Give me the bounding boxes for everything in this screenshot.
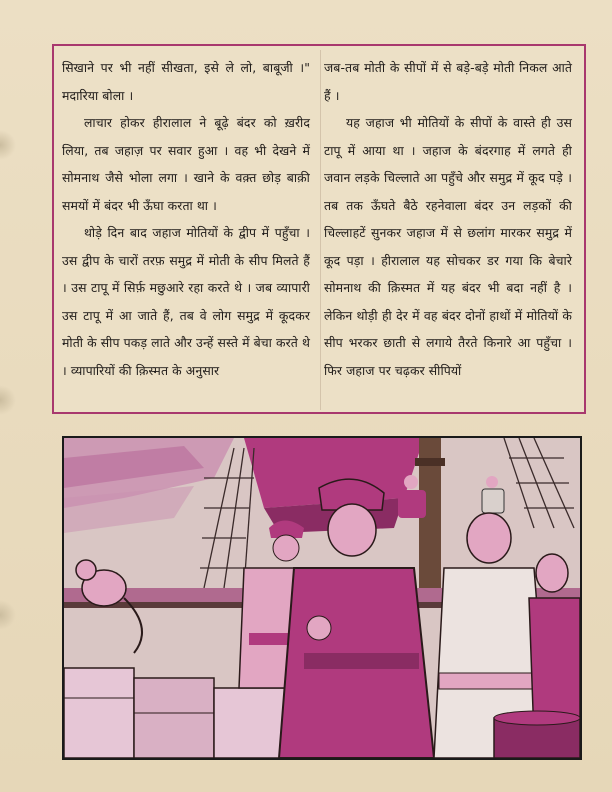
binding-hole-mark — [0, 600, 16, 630]
story-illustration — [62, 436, 582, 760]
paragraph: लाचार होकर हीरालाल ने बूढ़े बंदर को ख़रीद लिया, तब जहाज़ पर सवार हुआ । वह भी देखने में सोमनाथ जैसे भोला लगा । खाने के वक़्त छोड़ बाक़ी समयों में बंदर भी ऊँघा करता था । — [62, 115, 310, 213]
ship-deck-scene — [64, 438, 580, 758]
paragraph: सिखाने पर भी नहीं सीखता, इसे ले लो, बाबूजी ।" मदारिया बोला । — [62, 60, 310, 103]
binding-hole-mark — [0, 385, 16, 415]
right-text-column — [324, 54, 572, 384]
barrel — [494, 711, 580, 758]
paragraph: यह जहाज भी मोतियों के सीपों के वास्ते ही उस टापू में आया था । जहाज के बंदरगाह में लगते ही जवान लड़के चिल्लाते आ पहुँचे और समुद्र में कूद पड़े । तब तक ऊँघते बैठे रहनेवाला बंदर उन लड़कों की चिल्लाहटें सुनकर जहाज में से छलांग मारकर समुद्र में कूद पड़ा । हीरालाल यह सोचकर डर गया कि बेचारे सोमनाथ की क़िस्मत में यह बंदर भी बदा नहीं है । लेकिन थोड़ी ही देर में वह बंदर दोनों हाथों में मोतियों के सीप भरकर छाती से लगाये तैरते किनारे आ पहुँचा । फिर जहाज पर चढ़कर सीपियों — [324, 115, 572, 378]
column-divider — [320, 50, 321, 410]
paragraph: जब-तब मोती के सीपों में से बड़े-बड़े मोती निकल आते हैं । — [324, 60, 572, 103]
left-text-column — [62, 54, 310, 384]
story-text-frame — [52, 44, 586, 414]
paragraph: थोड़े दिन बाद जहाज मोतियों के द्वीप में पहुँचा । उस द्वीप के चारों तरफ़ समुद्र में मोती के सीप मिलते हैं । उस टापू में सिर्फ़ मछुआरे रहा करते थे । जब व्यापारी उस टापू में आ जाते हैं, तब वे लोग समुद्र में कूदकर मोती के सीप पकड़ लाते और उन्हें सस्ते में बेचा करते थे । व्यापारियों की क़िस्मत के अनुसार — [62, 225, 311, 378]
binding-hole-mark — [0, 130, 16, 160]
